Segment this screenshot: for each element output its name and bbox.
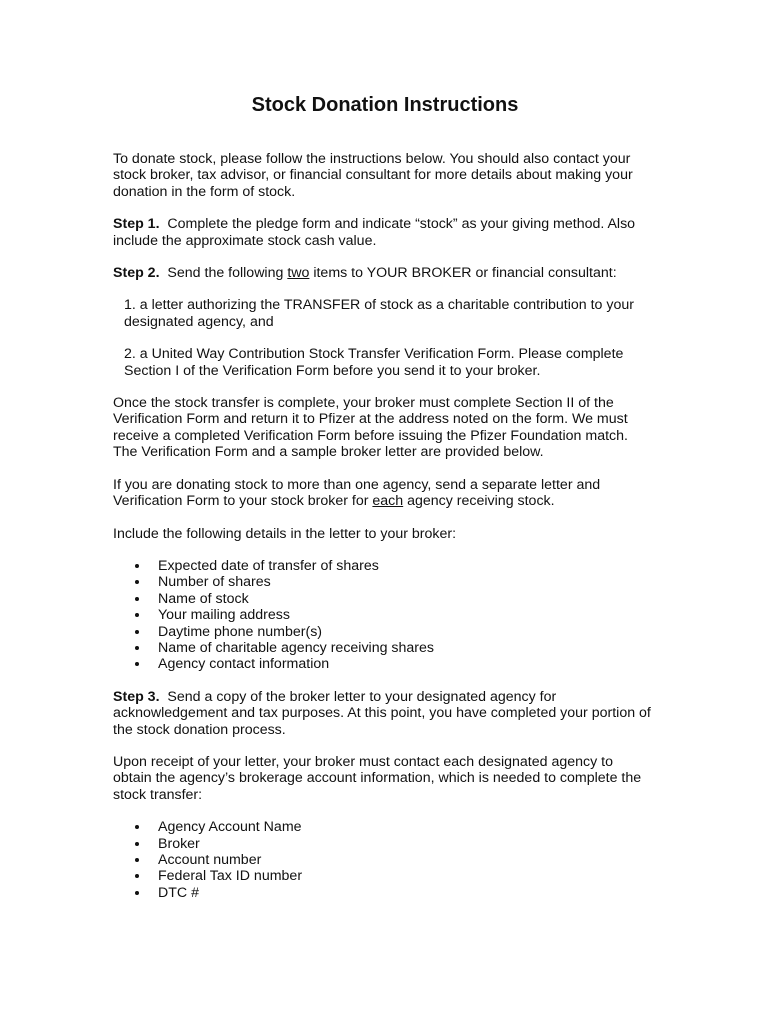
step2-item2: 2. a United Way Contribution Stock Transfer Verification Form. Please complete Section I of the Verification Form before you send it to your broker. (124, 346, 624, 379)
multi-agency-paragraph (113, 477, 653, 510)
step1-text: Complete the pledge form and indicate “stock” as your giving method. Also include the approximate stock cash value. (113, 216, 636, 249)
list-item: Number of shares (113, 574, 653, 590)
list-item: Agency contact information (113, 656, 653, 672)
step2-item1: 1. a letter authorizing the TRANSFER of stock as a charitable contribution to your designated agency, and (124, 297, 634, 330)
multi-agency-underlined: each (372, 493, 404, 510)
step3-text: Send a copy of the broker letter to your designated agency for acknowledgement and tax purposes. At this point, you have completed your portion of the stock donation process. (113, 688, 651, 738)
step2-paragraph (113, 265, 653, 281)
letter-details-intro: Include the following details in the letter to your broker: (113, 525, 457, 542)
intro-paragraph: To donate stock, please follow the instructions below. You should also contact your stock broker, tax advisor, or financial consultant for more details about making your donation in the form of stock. (113, 151, 633, 200)
list-item: Federal Tax ID number (113, 868, 653, 884)
transfer-paragraph: Once the stock transfer is complete, your broker must complete Section II of the Verification Form and return it to Pfizer at the address noted on the form. We must receive a completed Verification Form before issuing the Pfizer Foundation match. The Verification Form and a sample broker letter are provided below. (113, 395, 628, 461)
list-item: Name of stock (113, 591, 653, 607)
list-item: Your mailing address (113, 607, 653, 623)
step2-text-before: Send the following (167, 265, 288, 282)
list-item: DTC # (113, 885, 653, 901)
step3-paragraph (113, 689, 653, 738)
step2-text-after: items to YOUR BROKER or financial consultant: (309, 265, 617, 282)
multi-agency-before: If you are donating stock to more than one agency, send a separate letter and Verification Form to your stock broker for (113, 476, 601, 510)
multi-agency-after: agency receiving stock. (403, 493, 555, 510)
step2-underlined: two (287, 265, 310, 282)
page-title: Stock Donation Instructions (251, 94, 519, 116)
step1-paragraph (113, 216, 653, 249)
step3-label: Step 3. (113, 688, 160, 705)
document-body (113, 151, 653, 901)
step1-label: Step 1. (113, 216, 160, 233)
list-item: Name of charitable agency receiving shares (113, 640, 653, 656)
step2-label: Step 2. (113, 265, 160, 282)
list-item: Expected date of transfer of shares (113, 558, 653, 574)
list-item: Agency Account Name (113, 819, 653, 835)
list-item: Broker (113, 836, 653, 852)
letter-details-list (113, 558, 653, 673)
list-item: Account number (113, 852, 653, 868)
account-info-list (113, 819, 653, 901)
receipt-paragraph: Upon receipt of your letter, your broker must contact each designated agency to obtain the agency’s brokerage account information, which is needed to complete the stock transfer: (113, 753, 642, 803)
list-item: Daytime phone number(s) (113, 624, 653, 640)
